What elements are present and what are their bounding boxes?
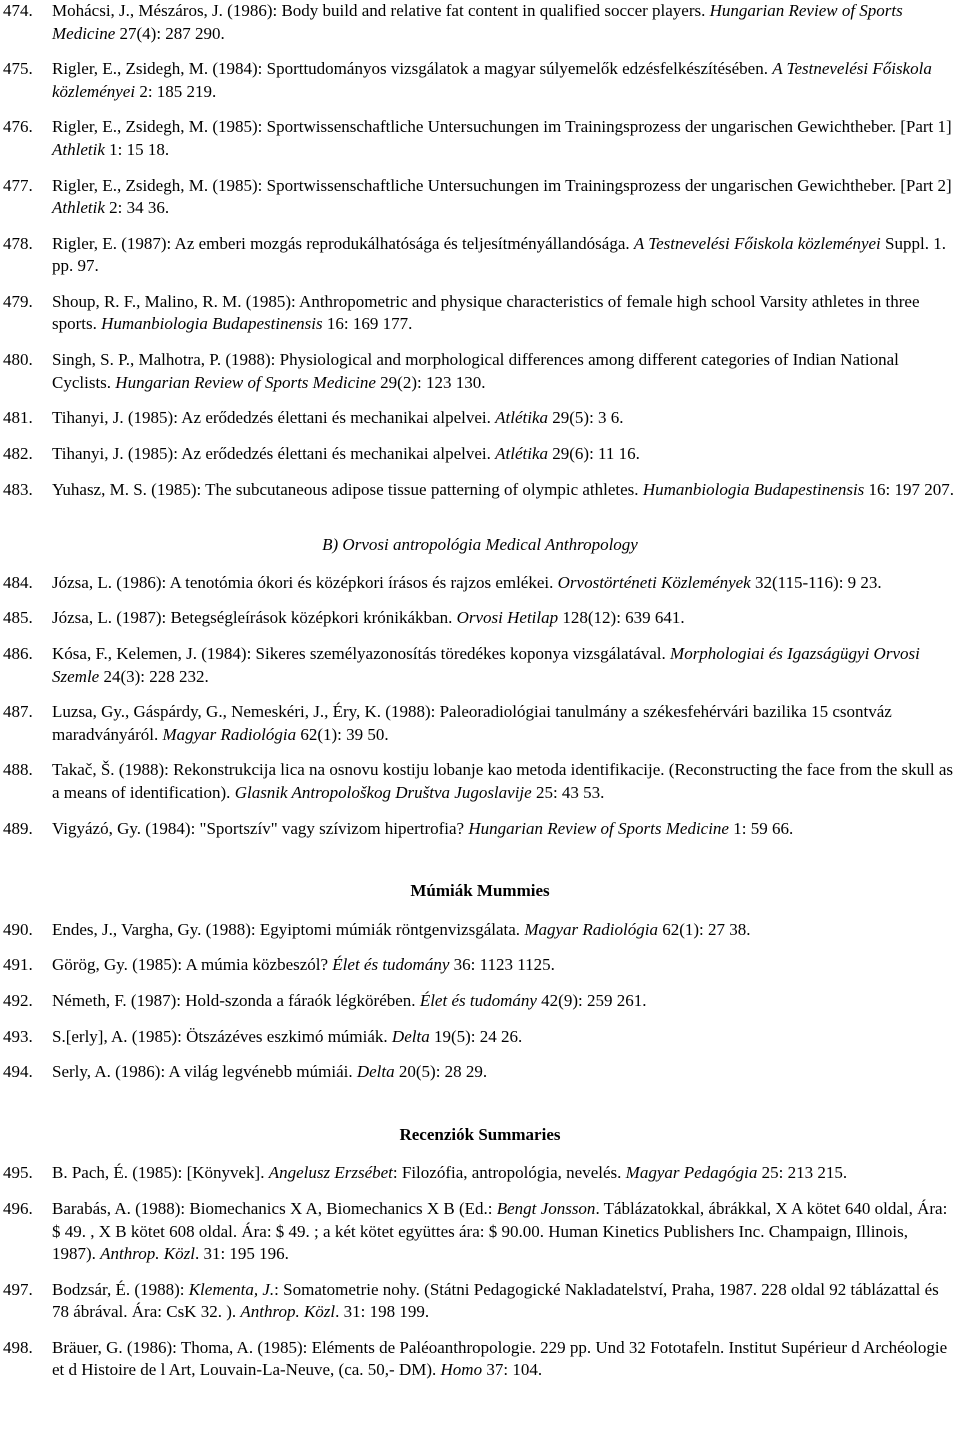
text-segment: 29(5): 3 6. [548, 408, 624, 428]
reference-entry [0, 1162, 960, 1185]
reference-entry [0, 818, 960, 841]
italic-text: Orvosi Hetilap [456, 608, 559, 628]
italic-text: Delta [356, 1062, 395, 1082]
italic-text: Klementa, J. [188, 1279, 275, 1299]
italic-text: Atlétika [495, 444, 549, 463]
text-segment: Rigler, E., Zsidegh, M. (1984): Sporttudományos vizsgálatok a magyar súlyemelők edzésfelkészítésében. [52, 59, 773, 79]
text-segment: Suppl. 1. pp. 97. [52, 233, 946, 276]
reference-number: 480. [3, 350, 33, 370]
text-segment: Rigler, E., Zsidegh, M. (1985): Sportwissenschaftliche Untersuchungen im Trainingsprozess der ungarischen Gewichtheber. [Part 2] [52, 175, 952, 195]
text-segment: Luzsa, Gy., Gáspárdy, G., Nemeskéri, J., Éry, K. (1988): Paleoradiológiai tanulmány a székesfehérvári bazilika 15 csontváz maradványáról. [52, 702, 892, 744]
reference-entry [0, 1279, 960, 1324]
text-segment: Görög, Gy. (1985): A múmia közbeszól? [52, 955, 333, 975]
text-segment: . 31: 198 199. [335, 1302, 430, 1322]
reference-entry [0, 990, 960, 1013]
text-segment: Rigler, E., Zsidegh, M. (1985): Sportwissenschaftliche Untersuchungen im Trainingsprozess der ungarischen Gewichtheber. [Part 1] [52, 117, 952, 137]
reference-entry [0, 919, 960, 942]
italic-text: Anthrop. Közl [100, 1244, 195, 1264]
reference-number: 496. [3, 1199, 33, 1219]
reference-entry [0, 1061, 960, 1084]
text-segment: 36: 1123 1125. [449, 955, 555, 975]
reference-number: 481. [3, 408, 33, 428]
text-segment: 42(9): 259 261. [536, 991, 647, 1010]
reference-entry [0, 116, 960, 161]
text-segment: Rigler, E. (1987): Az emberi mozgás reprodukálhatósága és teljesítményállandósága. [52, 233, 634, 253]
section-heading [0, 880, 960, 903]
text-segment: 62(1): 27 38. [657, 919, 751, 939]
text-segment: Barabás, A. (1988): Biomechanics X A, Biomechanics X B (Ed.: [52, 1199, 497, 1219]
text-segment: 1: 15 18. [104, 139, 170, 159]
text-segment: Serly, A. (1986): A világ legvénebb múmiái. [52, 1062, 357, 1082]
italic-text: Bengt Jonsson [496, 1199, 596, 1219]
text-segment: Bodzsár, É. (1988): [52, 1279, 189, 1299]
italic-text: Humanbiologia Budapestinensis [642, 479, 865, 499]
italic-text: Athletik [52, 198, 105, 218]
text-segment: : Somatometrie nohy. (Státni Pedagogické Nakladatelství, Praha, 1987. 228 oldal 92 táblázattal és 78 ábrával. Ára: CsK 32. ). [52, 1279, 939, 1322]
italic-text: Magyar Radiológia [524, 919, 658, 939]
reference-entry [0, 58, 960, 103]
text-segment: 25: 43 53. [531, 782, 605, 802]
reference-entry [0, 0, 960, 45]
italic-text: Morphologiai és Igazságügyi Orvosi Szemle [52, 644, 920, 686]
text-segment: Bräuer, G. (1986): Thoma, A. (1985): Eléments de Paléoanthropologie. 229 pp. Und 32 Fototafeln. Institut Supérieur d Archéologie et d Histoire de l Art, Louvain-La-Neuve, (ca. 50,- DM). [52, 1337, 948, 1380]
reference-number: 495. [3, 1163, 33, 1183]
reference-number: 484. [3, 572, 33, 592]
text-segment: . Táblázatokkal, ábrákkal, X A kötet 640 oldal, Ára: $ 49. , X B kötet 608 oldal. Ára: $ 49. ; a két kötet együttes ára: $ 90.00. Human Kinetics Publishers Inc. Champaign, Illinois, 1987). [52, 1199, 948, 1264]
italic-text: Angelusz Erzsébet [268, 1163, 393, 1183]
text-segment: 29(2): 123 130. [375, 372, 486, 392]
italic-text: Delta [391, 1026, 430, 1046]
reference-number: 497. [3, 1279, 33, 1299]
italic-text: Glasnik Antropološkog Društva Jugoslavije [234, 782, 532, 802]
italic-text: Hungarian Review of Sports Medicine [52, 1, 903, 43]
italic-text: Athletik [52, 139, 105, 159]
text-segment: 24(3): 228 232. [99, 666, 209, 686]
reference-number: 483. [3, 479, 33, 499]
text-segment: Józsa, L. (1986): A tenotómia ókori és középkori írásos és rajzos emlékei. [52, 572, 558, 592]
text-segment: B. Pach, É. (1985): [Könyvek]. [52, 1163, 269, 1183]
text-segment: Múmiák Mummies [410, 881, 550, 901]
reference-number: 475. [3, 59, 33, 79]
reference-number: 498. [3, 1337, 33, 1357]
reference-number: 486. [3, 644, 33, 664]
reference-entry [0, 479, 960, 502]
text-segment: 19(5): 24 26. [429, 1026, 523, 1046]
reference-number: 492. [3, 991, 33, 1010]
italic-text: Élet és tudomány [332, 955, 450, 975]
reference-entry [0, 1337, 960, 1382]
text-segment: 128(12): 639 641. [558, 608, 685, 628]
text-segment: Shoup, R. F., Malino, R. M. (1985): Anthropometric and physique characteristics of female high school Varsity athletes in three sports. [52, 291, 920, 334]
text-segment: Singh, S. P., Malhotra, P. (1988): Physiological and morphological differences among different categories of Indian National Cyclists. [52, 350, 899, 392]
text-segment: Recenziók Summaries [399, 1124, 561, 1144]
reference-entry [0, 1198, 960, 1266]
reference-number: 474. [3, 1, 33, 20]
text-segment: 1: 59 66. [728, 818, 794, 838]
reference-entry [0, 759, 960, 804]
text-segment: 16: 197 207. [864, 479, 955, 499]
reference-number: 494. [3, 1062, 33, 1082]
text-segment: 37: 104. [482, 1360, 543, 1380]
italic-text: A Testnevelési Főiskola közleményei [633, 233, 881, 253]
reference-number: 477. [3, 175, 33, 195]
text-segment: 27(4): 287 290. [115, 23, 225, 43]
reference-entry [0, 233, 960, 278]
reference-entry [0, 1026, 960, 1049]
reference-number: 478. [3, 233, 33, 253]
text-segment: Mohácsi, J., Mészáros, J. (1986): Body build and relative fat content in qualified soccer players. [52, 1, 710, 20]
text-segment: . 31: 195 196. [194, 1244, 289, 1264]
reference-entry [0, 572, 960, 595]
italic-text: Élet és tudomány [419, 991, 537, 1010]
reference-number: 479. [3, 291, 33, 311]
reference-entry [0, 291, 960, 336]
text-segment: Endes, J., Vargha, Gy. (1988): Egyiptomi múmiák röntgenvizsgálata. [52, 919, 525, 939]
italic-text: B) Orvosi antropológia Medical Anthropology [322, 535, 638, 555]
text-segment: Tihanyi, J. (1985): Az erődedzés élettani és mechanikai alpelvei. [52, 444, 496, 463]
text-segment: Yuhasz, M. S. (1985): The subcutaneous adipose tissue patterning of olympic athletes. [52, 479, 643, 499]
text-segment: 32(115-116): 9 23. [750, 572, 882, 592]
text-segment: 25: 213 215. [757, 1163, 848, 1183]
italic-text: Hungarian Review of Sports Medicine [468, 818, 729, 838]
italic-text: Hungarian Review of Sports Medicine [115, 372, 376, 392]
reference-entry [0, 954, 960, 977]
italic-text: Magyar Radiológia [162, 724, 297, 744]
italic-text: Humanbiologia Budapestinensis [101, 314, 323, 334]
text-segment: S.[erly], A. (1985): Ötszázéves eszkimó múmiák. [52, 1026, 392, 1046]
reference-entry [0, 643, 960, 688]
reference-entry [0, 349, 960, 394]
section-heading [0, 534, 960, 557]
italic-text: Homo [440, 1360, 483, 1380]
reference-number: 491. [3, 955, 33, 975]
text-segment: : Filozófia, antropológia, nevelés. [392, 1163, 626, 1183]
reference-number: 493. [3, 1026, 33, 1046]
text-segment: 2: 34 36. [104, 198, 170, 218]
text-segment: 29(6): 11 16. [548, 444, 640, 463]
reference-entry [0, 701, 960, 746]
italic-text: Anthrop. Közl [240, 1302, 336, 1322]
reference-number: 482. [3, 444, 33, 463]
text-segment: Németh, F. (1987): Hold-szonda a fáraók légkörében. [52, 991, 420, 1010]
text-segment: Vigyázó, Gy. (1984): "Sportszív" vagy szívizom hipertrofia? [52, 818, 469, 838]
reference-entry [0, 443, 960, 466]
text-segment: Takač, Š. (1988): Rekonstrukcija lica na osnovu kostiju lobanje kao metoda identifikacije. (Reconstructing the face from the skull as a means of identification). [52, 760, 953, 802]
section-heading [0, 1124, 960, 1147]
text-segment: Tihanyi, J. (1985): Az erődedzés élettani és mechanikai alpelvei. [52, 408, 496, 428]
text-segment: 62(1): 39 50. [296, 724, 389, 744]
text-segment: 2: 185 219. [135, 81, 217, 101]
text-segment: 20(5): 28 29. [394, 1062, 488, 1082]
text-segment: 16: 169 177. [322, 314, 413, 334]
reference-number: 487. [3, 702, 33, 722]
reference-entry [0, 607, 960, 630]
italic-text: Orvostörténeti Közlemények [557, 572, 751, 592]
reference-number: 490. [3, 919, 33, 939]
reference-number: 489. [3, 818, 33, 838]
reference-number: 488. [3, 760, 33, 780]
reference-entry [0, 175, 960, 220]
italic-text: Magyar Pedagógia [625, 1163, 758, 1183]
text-segment: Józsa, L. (1987): Betegségleírások középkori krónikákban. [52, 608, 457, 628]
italic-text: Atlétika [495, 408, 549, 428]
italic-text: A Testnevelési Főiskola közleményei [52, 59, 932, 101]
reference-number: 476. [3, 117, 33, 137]
reference-entry [0, 407, 960, 430]
reference-number: 485. [3, 608, 33, 628]
text-segment: Kósa, F., Kelemen, J. (1984): Sikeres személyazonosítás töredékes koponya vizsgálatával. [52, 644, 671, 664]
